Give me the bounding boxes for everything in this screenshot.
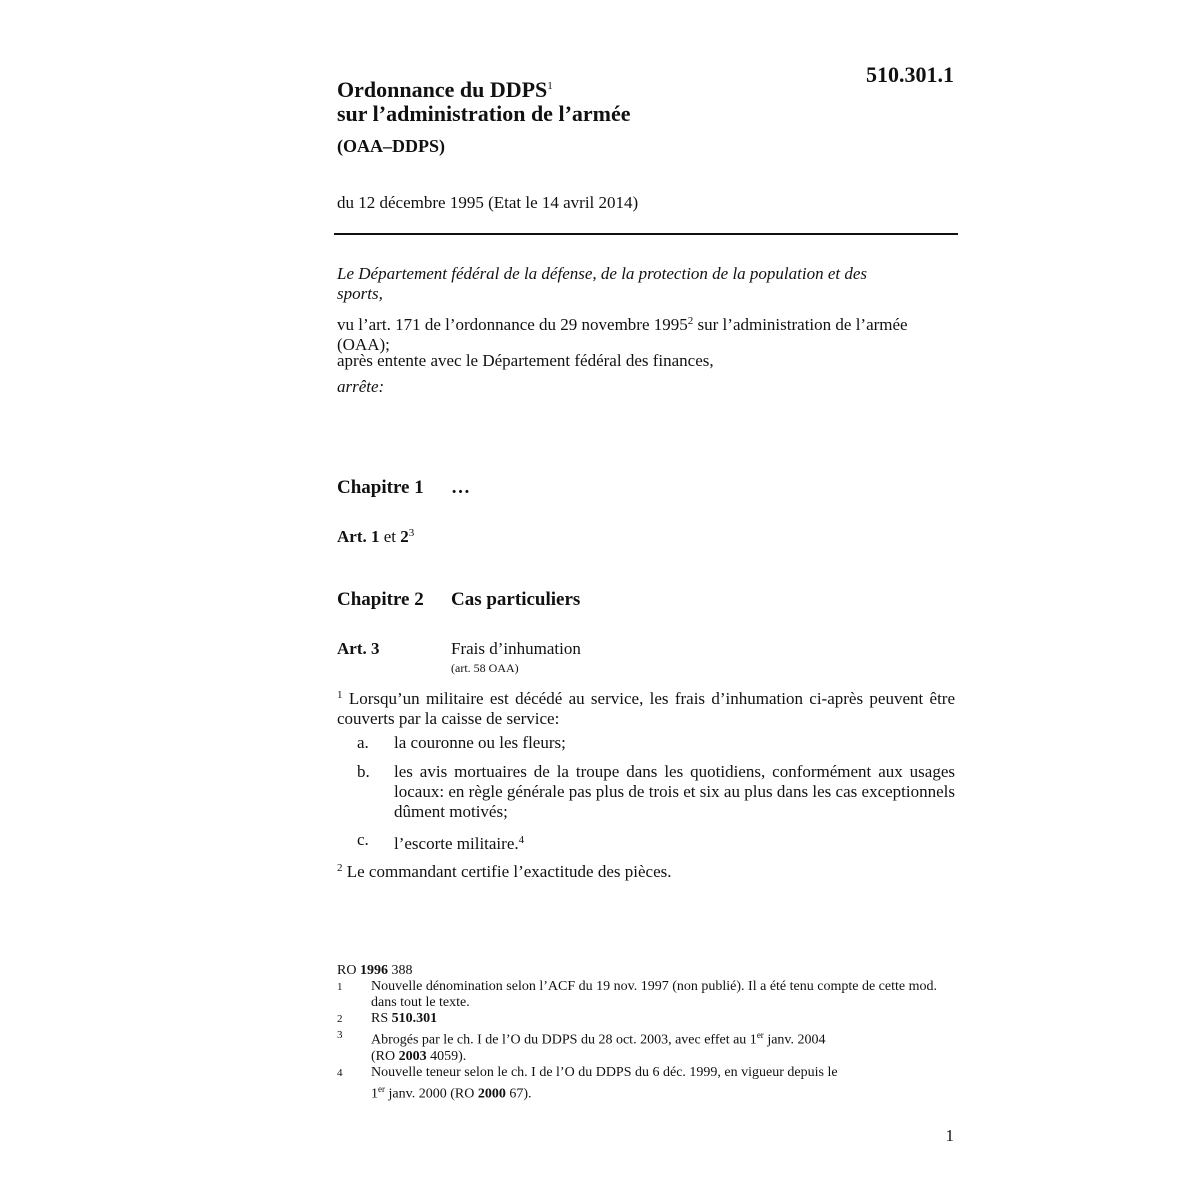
footnote-number: 4	[337, 1066, 343, 1079]
footnote-ref-1[interactable]: 1	[547, 80, 553, 92]
article-3-heading	[337, 639, 581, 676]
article-3-paragraph-1	[337, 685, 955, 729]
footnote-text-part: 67).	[505, 1086, 532, 1102]
footnote-4	[337, 1065, 957, 1103]
footnote-number: 1	[337, 981, 343, 993]
footnote-text	[371, 1027, 957, 1065]
footnote-text-part: (RO	[371, 1048, 399, 1064]
footnote-prefix: RS	[371, 1011, 392, 1026]
chapter-2-number: Chapitre 2	[337, 589, 424, 610]
preamble-decree: arrête:	[337, 377, 385, 396]
list-item	[357, 762, 955, 822]
article-1-2-heading	[337, 527, 414, 547]
footnote-number: 2	[337, 1013, 343, 1025]
rs-number: 510.301.1	[866, 62, 954, 87]
preamble-vu-text: vu l’art. 171 de l’ordonnance du 29 novembre 1995	[337, 315, 688, 334]
list-item	[357, 830, 955, 854]
chapter-1-heading	[337, 477, 470, 499]
footnote-text-part: 4059).	[426, 1048, 467, 1064]
footnote-ordinal: er	[756, 1030, 764, 1040]
chapter-2-heading	[337, 589, 580, 611]
list-item-text: l’escorte militaire.	[394, 834, 519, 853]
paragraph-number: 1	[337, 689, 343, 701]
footnote-1	[337, 979, 957, 1011]
preamble-authority: Le Département fédéral de la défense, de la protection de la population et des sports,	[337, 264, 868, 303]
footnote-ref-2[interactable]: 2	[687, 315, 694, 327]
footnotes	[337, 963, 957, 1102]
ro-year: 1996	[359, 963, 388, 978]
article-3-label: Art. 3	[337, 639, 380, 658]
official-compilation-reference	[337, 963, 957, 979]
article-3-title: Frais d’inhumation	[451, 639, 581, 658]
list-item	[357, 733, 955, 753]
footnote-ref-3[interactable]: 3	[408, 527, 415, 539]
article-1-label: Art. 1	[337, 527, 380, 546]
footnote-ref-4[interactable]: 4	[518, 834, 525, 846]
footnote-number: 3	[337, 1029, 343, 1041]
ro-label: RO	[337, 963, 360, 978]
footnote-ro-year: 2003	[398, 1048, 427, 1064]
footnote-3	[337, 1027, 957, 1065]
chapter-1-title: …	[451, 477, 470, 498]
footnote-rs-number: 510.301	[391, 1011, 438, 1026]
footnote-text	[371, 1065, 957, 1103]
page-number: 1	[945, 1126, 954, 1145]
chapter-2-title: Cas particuliers	[451, 589, 581, 610]
paragraph-text: Le commandant certifie l’exactitude des pièces.	[342, 862, 672, 881]
footnote-ro-year: 2000	[477, 1086, 506, 1102]
chapter-1-number: Chapitre 1	[337, 477, 424, 498]
footnote-text: Nouvelle dénomination selon l’ACF du 19 nov. 1997 (non publié). Il a été tenu compte de cette mod. dans tout le texte.	[371, 979, 937, 1010]
paragraph-number: 2	[337, 862, 343, 874]
list-item-text: la couronne ou les fleurs;	[394, 733, 566, 752]
article-conjunction: et	[379, 527, 401, 546]
footnote-text-part: Nouvelle teneur selon le ch. I de l’O du DDPS du 6 déc. 1999, en vigueur depuis le	[371, 1064, 838, 1080]
footnote-text-part: 1	[371, 1086, 378, 1102]
article-3-reference: (art. 58 OAA)	[451, 661, 519, 675]
title-line-1: Ordonnance du DDPS	[337, 77, 548, 102]
title-abbreviation: (OAA–DDPS)	[337, 136, 445, 156]
paragraph-text: Lorsqu’un militaire est décédé au service, les frais d’inhumation ci-après peuvent être couverts par la caisse de service:	[337, 689, 955, 728]
preamble-legal-basis	[337, 311, 957, 355]
footnote-2	[337, 1011, 957, 1027]
list-item-text: les avis mortuaires de la troupe dans les quotidiens, conformément aux usages locaux: en règle générale pas plus de trois et six au plus dans les cas exceptionnels dûment motivés;	[394, 762, 955, 821]
footnote-ordinal: er	[378, 1083, 385, 1094]
preamble-vu-text-after: sur l’administration de l’armée (OAA);	[337, 315, 908, 354]
document-title	[337, 74, 631, 158]
ro-page: 388	[387, 963, 413, 978]
footnote-text-part: janv. 2004	[763, 1032, 826, 1048]
list-item-text-with-note	[394, 830, 955, 854]
footnote-text-part: janv. 2000 (RO	[385, 1086, 478, 1102]
document-date: du 12 décembre 1995 (Etat le 14 avril 2014)	[337, 193, 639, 212]
list-item-letter: c.	[357, 830, 369, 849]
footnote-text-part: Abrogés par le ch. I de l’O du DDPS du 28 oct. 2003, avec effet au 1	[371, 1032, 757, 1048]
preamble-consultation: après entente avec le Département fédéral des finances,	[337, 351, 714, 370]
footnote-text	[371, 1011, 957, 1027]
title-line-2: sur l’administration de l’armée	[337, 101, 631, 126]
list-item-letter: a.	[357, 733, 369, 752]
article-3-paragraph-2	[337, 858, 955, 882]
list-item-letter: b.	[357, 762, 370, 781]
article-2-label: 2	[400, 527, 409, 546]
header-divider	[334, 233, 958, 235]
